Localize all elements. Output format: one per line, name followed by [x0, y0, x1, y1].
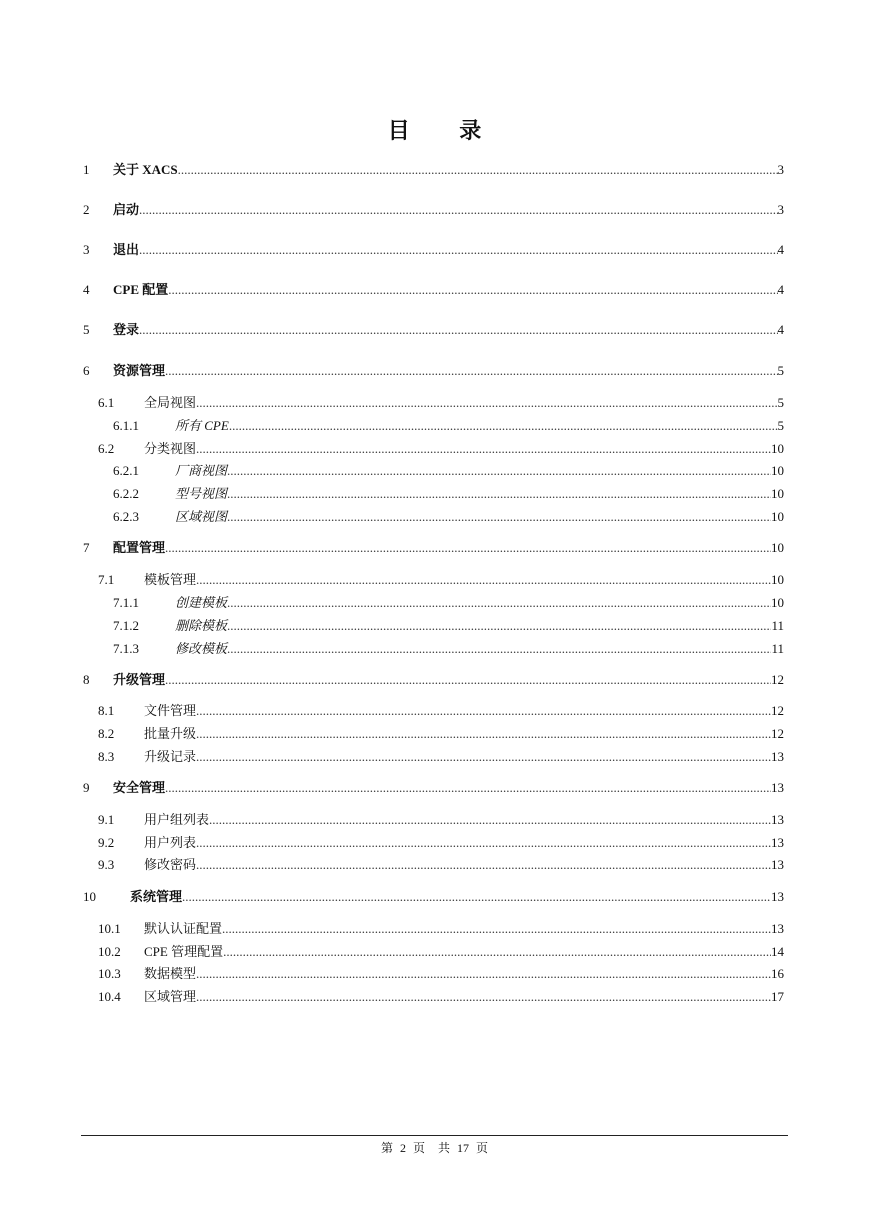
toc-entry-page: 5: [777, 395, 784, 410]
toc-entry-title: 安全管理: [113, 780, 166, 795]
toc-entry-page: 12: [771, 672, 784, 687]
toc-leader-dots: [227, 617, 771, 635]
toc-leader-dots: [227, 485, 771, 503]
toc-entry[interactable]: [0, 201, 869, 219]
toc-entry-page: 3: [777, 202, 784, 217]
toc-entry-number: 7.1.1: [113, 595, 139, 610]
toc-leader-dots: [196, 725, 771, 743]
toc-entry-page: 13: [771, 921, 784, 936]
toc-entry-page: 14: [771, 944, 784, 959]
toc-entry-number: 6.1.1: [113, 418, 139, 433]
toc-entry-title: 系统管理: [130, 889, 183, 904]
toc-entry-number: 10.1: [98, 921, 121, 936]
toc-entry-page: 10: [771, 572, 784, 587]
toc-entry-number: 6.2.1: [113, 463, 139, 478]
footer-page-prefix: 第: [380, 1141, 393, 1155]
toc-entry-page: 5: [777, 363, 784, 378]
toc-leader-dots: [196, 988, 771, 1006]
toc-entry-page: 17: [771, 989, 784, 1004]
toc-entry[interactable]: [0, 594, 869, 612]
toc-entry-number: 7.1.2: [113, 618, 139, 633]
toc-leader-dots: [227, 594, 771, 612]
toc-entry-number: 8.3: [98, 749, 115, 764]
toc-entry-number: 10.2: [98, 944, 121, 959]
toc-entry-title: 所有 CPE: [175, 418, 229, 433]
toc-entry[interactable]: [0, 943, 869, 961]
toc-leader-dots: [196, 834, 771, 852]
footer-divider: [81, 1135, 788, 1136]
toc-leader-dots: [196, 571, 771, 589]
toc-entry-title: 用户列表: [144, 835, 197, 850]
toc-entry-title: 配置管理: [113, 540, 166, 555]
toc-entry-number: 9.1: [98, 812, 115, 827]
toc-entry-title: 批量升级: [144, 726, 197, 741]
toc-entry[interactable]: [0, 702, 869, 720]
toc-entry-title: 文件管理: [144, 703, 197, 718]
toc-entry-title: 创建模板: [175, 595, 228, 610]
toc-entry-title: CPE 管理配置: [144, 944, 224, 959]
toc-entry-number: 10.3: [98, 966, 121, 981]
toc-entry-page: 5: [777, 418, 784, 433]
toc-entry[interactable]: [0, 748, 869, 766]
toc-entry-page: 12: [771, 726, 784, 741]
toc-entry-number: 8.2: [98, 726, 115, 741]
toc-entry-number: 7: [83, 540, 90, 555]
toc-leader-dots: [182, 888, 771, 906]
toc-entry-page: 3: [777, 162, 784, 177]
toc-entry-number: 7.1.3: [113, 641, 139, 656]
toc-entry[interactable]: [0, 779, 869, 797]
toc-leader-dots: [223, 943, 771, 961]
toc-entry-page: 11: [771, 641, 784, 656]
toc-entry-number: 10.4: [98, 989, 121, 1004]
toc-entry-title: 关于 XACS: [113, 162, 178, 177]
toc-entry-number: 6.2.3: [113, 509, 139, 524]
toc-entry-number: 9.3: [98, 857, 115, 872]
toc-entry-title: 资源管理: [113, 363, 166, 378]
toc-entry-number: 6.1: [98, 395, 115, 410]
footer-total-pages: 17: [457, 1141, 470, 1155]
toc-entry-title: 厂商视图: [175, 463, 228, 478]
toc-entry[interactable]: [0, 362, 869, 380]
toc-entry[interactable]: [0, 539, 869, 557]
toc-entry-title: 型号视图: [175, 486, 228, 501]
toc-entry[interactable]: [0, 485, 869, 503]
toc-entry-title: 模板管理: [144, 572, 197, 587]
toc-entry-page: 10: [771, 540, 784, 555]
toc-entry[interactable]: [0, 920, 869, 938]
toc-entry-title: 全局视图: [144, 395, 197, 410]
footer-total-unit: 页: [476, 1141, 489, 1155]
toc-entry-page: 13: [771, 749, 784, 764]
page-footer: [0, 1139, 869, 1156]
toc-entry-title: 默认认证配置: [144, 921, 223, 936]
toc-entry-page: 16: [771, 966, 784, 981]
toc-leader-dots: [227, 640, 771, 658]
toc-entry-page: 13: [771, 812, 784, 827]
toc-leader-dots: [165, 671, 771, 689]
toc-leader-dots: [196, 748, 771, 766]
toc-entry-title: 启动: [113, 202, 140, 217]
toc-entry[interactable]: [0, 965, 869, 983]
toc-entry[interactable]: [0, 241, 869, 259]
toc-entry-page: 11: [771, 618, 784, 633]
footer-page-number: 2: [399, 1141, 406, 1155]
toc-entry[interactable]: [0, 856, 869, 874]
toc-entry-page: 13: [771, 889, 784, 904]
toc-leader-dots: [196, 965, 771, 983]
toc-entry-number: 4: [83, 282, 90, 297]
page-title: 目 录: [387, 118, 504, 143]
toc-entry[interactable]: [0, 617, 869, 635]
footer-page-unit: 页: [412, 1141, 425, 1155]
footer-total-prefix: 共: [438, 1141, 451, 1155]
toc-leader-dots: [196, 394, 777, 412]
toc-entry-title: 修改密码: [144, 857, 197, 872]
toc-entry[interactable]: [0, 725, 869, 743]
toc-entry-title: 数据模型: [144, 966, 197, 981]
toc-leader-dots: [227, 462, 771, 480]
toc-entry-number: 6: [83, 363, 90, 378]
toc-entry-page: 13: [771, 780, 784, 795]
toc-entry[interactable]: [0, 321, 869, 339]
toc-entry[interactable]: [0, 571, 869, 589]
toc-entry[interactable]: [0, 508, 869, 526]
toc-leader-dots: [227, 508, 771, 526]
toc-entry-page: 10: [771, 595, 784, 610]
toc-entry-page: 13: [771, 857, 784, 872]
toc-leader-dots: [139, 321, 777, 339]
toc-entry-title: 区域视图: [175, 509, 228, 524]
toc-leader-dots: [165, 779, 771, 797]
toc-entry-number: 6.2.2: [113, 486, 139, 501]
toc-leader-dots: [196, 856, 771, 874]
toc-entry-page: 4: [777, 282, 784, 297]
toc-entry[interactable]: [0, 988, 869, 1006]
toc-entry-page: 10: [771, 463, 784, 478]
toc-leader-dots: [139, 201, 777, 219]
toc-entry-number: 1: [83, 162, 90, 177]
toc-leader-dots: [168, 281, 777, 299]
toc-entry-number: 2: [83, 202, 90, 217]
toc-leader-dots: [196, 702, 771, 720]
toc-entry[interactable]: [0, 671, 869, 689]
toc-entry-page: 4: [777, 242, 784, 257]
toc-entry-title: CPE 配置: [113, 282, 169, 297]
toc-entry-number: 7.1: [98, 572, 115, 587]
toc-entry[interactable]: [0, 640, 869, 658]
toc-entry-number: 10: [83, 889, 96, 904]
toc-entry-title: 区域管理: [144, 989, 197, 1004]
toc-entry-page: 10: [771, 509, 784, 524]
toc-leader-dots: [165, 362, 777, 380]
toc-entry-number: 8.1: [98, 703, 115, 718]
toc-entry-number: 9.2: [98, 835, 115, 850]
toc-entry-title: 登录: [113, 322, 140, 337]
toc-leader-dots: [222, 920, 771, 938]
toc-entry[interactable]: [0, 417, 869, 435]
toc-entry-title: 升级管理: [113, 672, 166, 687]
toc-leader-dots: [209, 811, 771, 829]
toc-entry-title: 分类视图: [144, 441, 197, 456]
toc-entry-number: 8: [83, 672, 90, 687]
toc-entry-title: 退出: [113, 242, 140, 257]
toc-entry[interactable]: [0, 834, 869, 852]
toc-entry[interactable]: [0, 394, 869, 412]
toc-entry-page: 13: [771, 835, 784, 850]
toc-entry-title: 升级记录: [144, 749, 197, 764]
toc-entry[interactable]: [0, 888, 869, 906]
toc-entry-page: 10: [771, 486, 784, 501]
toc-entry-page: 10: [771, 441, 784, 456]
toc-entry-title: 修改模板: [175, 641, 228, 656]
toc-entry-number: 9: [83, 780, 90, 795]
toc-entry-title: 删除模板: [175, 618, 228, 633]
toc-leader-dots: [139, 241, 777, 259]
toc-entry[interactable]: [0, 462, 869, 480]
toc-leader-dots: [178, 161, 778, 179]
toc-leader-dots: [196, 440, 771, 458]
toc-entry-page: 4: [777, 322, 784, 337]
toc-entry[interactable]: [0, 161, 869, 179]
toc-entry[interactable]: [0, 811, 869, 829]
toc-entry[interactable]: [0, 440, 869, 458]
toc-entry-number: 3: [83, 242, 90, 257]
toc-entry[interactable]: [0, 281, 869, 299]
toc-entry-number: 6.2: [98, 441, 115, 456]
toc-leader-dots: [229, 417, 778, 435]
toc-entry-title: 用户组列表: [144, 812, 210, 827]
toc-leader-dots: [165, 539, 771, 557]
toc-entry-number: 5: [83, 322, 90, 337]
toc-entry-page: 12: [771, 703, 784, 718]
